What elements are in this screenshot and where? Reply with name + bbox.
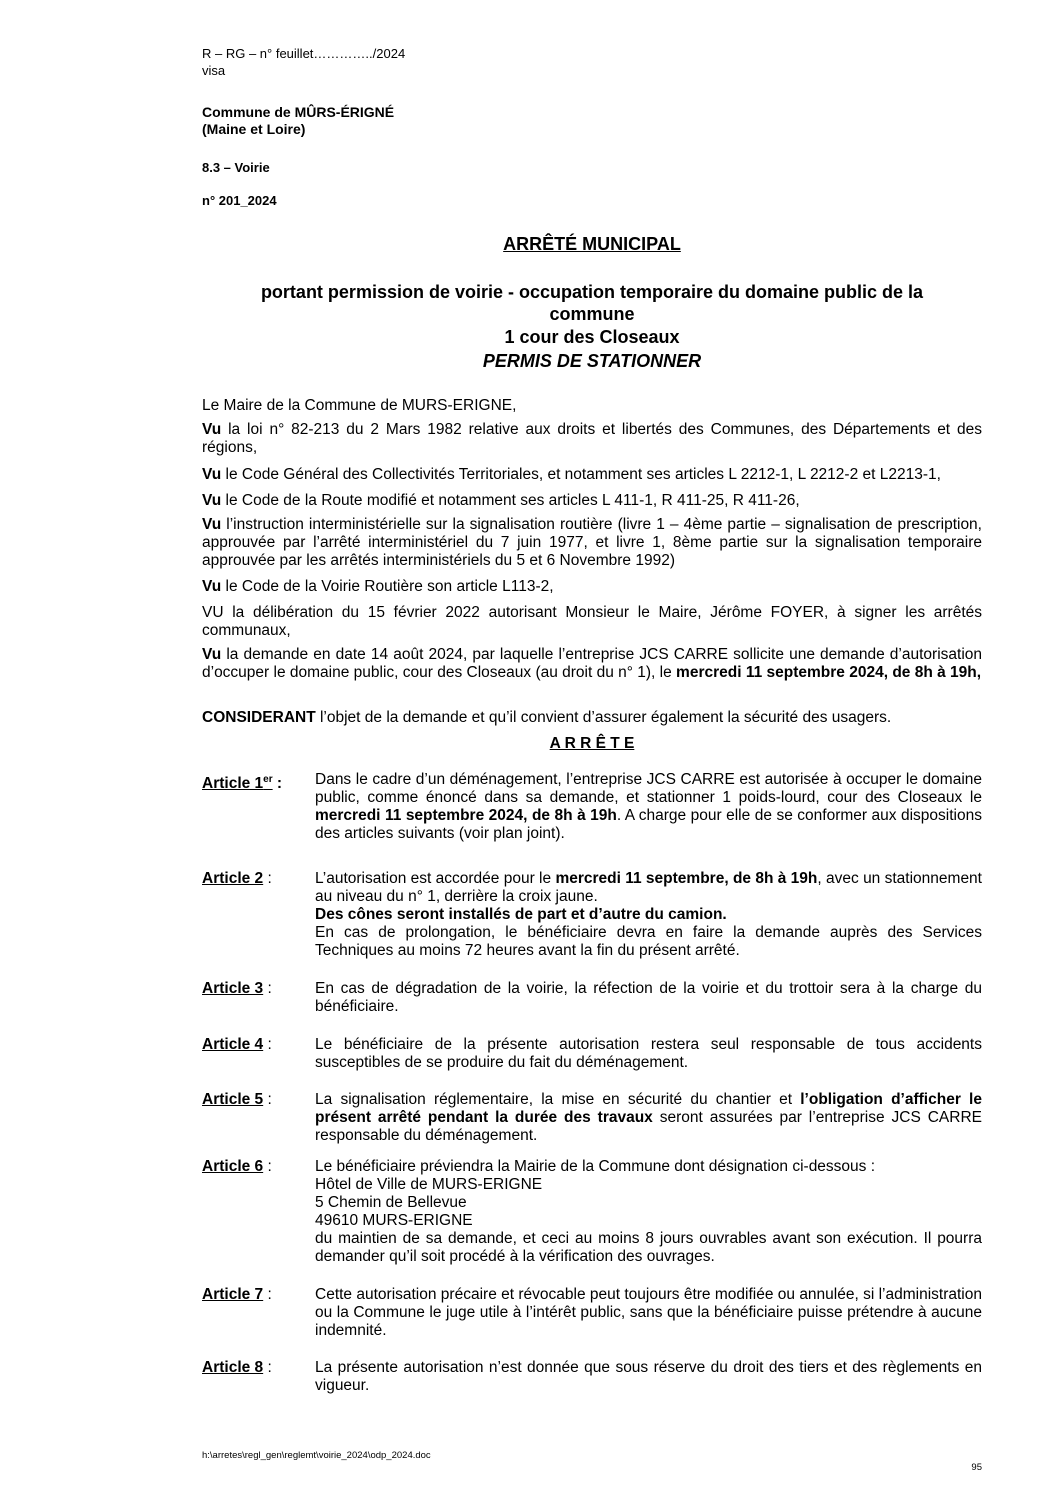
article-4-text: Le bénéficiaire de la présente autorisation restera seul responsable de tous accidents susceptibles de se produire du fait du déménagement. xyxy=(315,1036,982,1071)
article-1-label xyxy=(202,771,312,793)
vu-text: le Code Général des Collectivités Territoriales, et notamment ses articles L 2212-1, L 2212-2 et L2213-1, xyxy=(221,466,941,483)
considerant-text: l’objet de la demande et qu’il convient d’assurer également la sécurité des usagers. xyxy=(315,709,892,726)
article-8-text: La présente autorisation n’est donnée que sous réserve du droit des tiers et des règlements en vigueur. xyxy=(315,1359,982,1394)
reference-line: R – RG – n° feuillet…………../2024 xyxy=(202,46,406,61)
vu-paragraph-4 xyxy=(202,516,982,570)
article-2-prolongation: En cas de prolongation, le bénéficiaire devra en faire la demande auprès des Services Techniques au moins 72 heures avant la fin du présent arrêté. xyxy=(315,924,982,959)
article-colon: : xyxy=(263,1091,272,1108)
article-2-text-part: L’autorisation est accordée pour le xyxy=(315,870,556,887)
article-6-line: Le bénéficiaire préviendra la Mairie de la Commune dont désignation ci-dessous : xyxy=(315,1158,876,1175)
vu-paragraph-5 xyxy=(202,578,982,596)
article-5-label xyxy=(202,1091,312,1109)
article-1-text xyxy=(315,771,982,843)
vu-label: Vu xyxy=(202,578,222,595)
article-6-maintien: du maintien de sa demande, et ceci au moins 8 jours ouvrables avant son exécution. Il pourra demander qu’il soit procédé à la vérification des ouvrages. xyxy=(315,1230,982,1265)
section-label: 8.3 – Voirie xyxy=(202,160,270,175)
departement: (Maine et Loire) xyxy=(202,121,306,137)
article-6-text xyxy=(315,1158,982,1266)
article-colon: : xyxy=(263,1286,272,1303)
vu-label: Vu xyxy=(202,516,222,533)
article-6-address-city: 49610 MURS-ERIGNE xyxy=(315,1212,473,1229)
vu-text: le Code de la Voirie Routière son article L113-2, xyxy=(221,578,554,595)
article-2-text xyxy=(315,870,982,960)
arrete-number: n° 201_2024 xyxy=(202,193,277,208)
preamble-intro: Le Maire de la Commune de MURS-ERIGNE, xyxy=(202,397,517,414)
vu-text: l’instruction interministérielle sur la signalisation routière (livre 1 – 4ème partie – signalisation de prescription, approuvée par l’arrêté interministériel du 7 juin 1977, et livre 1, 8ème partie sur la signalisation temporaire approuvée par les arrêtés interministériels du 5 et 6 Novembre 1992) xyxy=(202,516,982,569)
article-4-label xyxy=(202,1036,312,1054)
article-8-label xyxy=(202,1359,312,1377)
article-6-label xyxy=(202,1158,312,1176)
subtitle-address: 1 cour des Closeaux xyxy=(504,327,680,347)
article-3-text: En cas de dégradation de la voirie, la réfection de la voirie et du trottoir sera à la charge du bénéficiaire. xyxy=(315,980,982,1015)
article-5-text xyxy=(315,1091,982,1145)
article-7-number: Article 7 xyxy=(202,1286,264,1303)
article-8-number: Article 8 xyxy=(202,1359,264,1376)
article-1-number: Article 1 xyxy=(202,775,264,793)
permis-title: PERMIS DE STATIONNER xyxy=(482,351,702,371)
vu-paragraph-6: VU la délibération du 15 février 2022 autorisant Monsieur le Maire, Jérôme FOYER, à signer les arrêtés communaux, xyxy=(202,604,982,639)
article-6-number: Article 6 xyxy=(202,1158,264,1175)
article-4-number: Article 4 xyxy=(202,1036,264,1053)
article-5-obligation: l’obligation d’afficher le présent arrêté pendant la durée des travaux xyxy=(315,1091,982,1126)
article-5-text-part: seront assurées par l’entreprise JCS CARRE responsable du déménagement. xyxy=(315,1109,982,1144)
vu-label: Vu xyxy=(202,421,222,438)
document-title: ARRÊTÉ MUNICIPAL xyxy=(503,234,681,254)
vu-label: Vu xyxy=(202,466,222,483)
considerant-label: CONSIDERANT xyxy=(202,709,316,726)
vu-text: le Code de la Route modifié et notamment ses articles L 411-1, R 411-25, R 411-26, xyxy=(221,492,800,509)
vu-paragraph-1 xyxy=(202,421,982,457)
considerant-paragraph xyxy=(202,709,982,727)
article-5-text-part: La signalisation réglementaire, la mise en sécurité du chantier et xyxy=(315,1091,801,1108)
vu-text: la loi n° 82-213 du 2 Mars 1982 relative aux droits et libertés des Communes, des Départements et des régions, xyxy=(202,421,982,456)
article-2-date: mercredi 11 septembre, de 8h à 19h xyxy=(555,870,818,887)
article-3-label xyxy=(202,980,312,998)
article-2-cones: Des cônes seront installés de part et d’autre du camion. xyxy=(315,906,727,923)
vu-paragraph-7 xyxy=(202,646,982,682)
article-5-number: Article 5 xyxy=(202,1091,264,1108)
article-2-label xyxy=(202,870,312,888)
subtitle-line-2: commune xyxy=(549,304,635,324)
article-7-label xyxy=(202,1286,312,1304)
vu-paragraph-3 xyxy=(202,492,982,510)
article-1-sup: er xyxy=(263,774,273,785)
vu-date-highlight: mercredi 11 septembre 2024, de 8h à 19h, xyxy=(676,664,982,681)
page-number: 95 xyxy=(971,1462,982,1473)
article-1-text-part: . A charge pour elle de se conformer aux dispositions des articles suivants (voir plan joint). xyxy=(315,807,982,842)
article-2-text-part: , avec un stationnement au niveau du n° 1, derrière la croix jaune. xyxy=(315,870,982,905)
article-colon: : xyxy=(263,1036,272,1053)
arrete-heading: A R R Ê T E xyxy=(549,735,635,752)
article-2-number: Article 2 xyxy=(202,870,264,887)
vu-label: Vu xyxy=(202,646,222,663)
article-1-date: mercredi 11 septembre 2024, de 8h à 19h xyxy=(315,807,617,824)
article-colon: : xyxy=(263,1359,272,1376)
article-colon: : xyxy=(263,980,272,997)
article-6-address-name: Hôtel de Ville de MURS-ERIGNE xyxy=(315,1176,543,1193)
visa-line: visa xyxy=(202,63,226,78)
article-7-text: Cette autorisation précaire et révocable peut toujours être modifiée ou annulée, si l’administration ou la Commune le juge utile à l’intérêt public, sans que la bénéficiaire puisse prétendre à aucune indemnité. xyxy=(315,1286,982,1339)
vu-paragraph-2 xyxy=(202,466,982,484)
article-1-text-part: Dans le cadre d’un déménagement, l’entreprise JCS CARRE est autorisée à occuper le domaine public, comme énoncé dans sa demande, et stationner 1 poids-lourd, cour des Closeaux le xyxy=(315,771,982,806)
commune-name: Commune de MÛRS-ÉRIGNÉ xyxy=(202,104,395,120)
file-path-footer: h:\arretes\regl_gen\reglemt\voirie_2024\odp_2024.doc xyxy=(202,1450,431,1461)
article-colon: : xyxy=(263,870,272,887)
subtitle-line-1: portant permission de voirie - occupation temporaire du domaine public de la xyxy=(260,282,924,302)
article-6-address-street: 5 Chemin de Bellevue xyxy=(315,1194,467,1211)
vu-label: Vu xyxy=(202,492,222,509)
vu-text: la demande en date 14 août 2024, par laquelle l’entreprise JCS CARRE sollicite une demande d’autorisation d’occuper le domaine public, cour des Closeaux (au droit du n° 1), le xyxy=(202,646,982,681)
article-3-number: Article 3 xyxy=(202,980,264,997)
article-1-colon: : xyxy=(272,775,283,793)
article-colon: : xyxy=(263,1158,272,1175)
